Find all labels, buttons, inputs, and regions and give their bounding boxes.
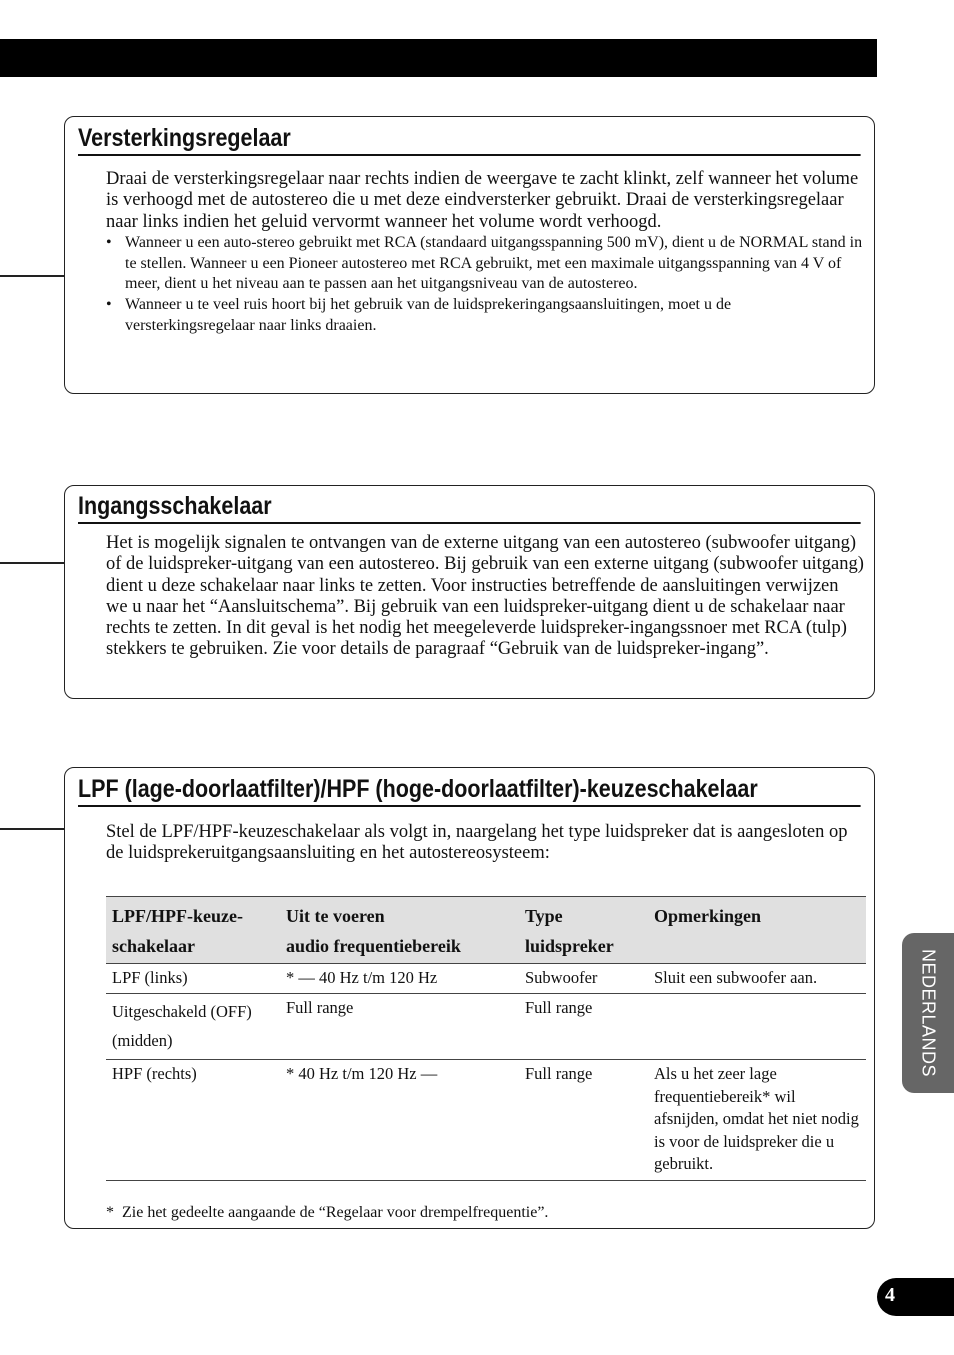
margin-rule bbox=[0, 828, 64, 830]
table-cell bbox=[648, 994, 866, 1060]
language-tab-label: NEDERLANDS bbox=[918, 948, 939, 1078]
table-cell: * 40 Hz t/m 120 Hz — bbox=[280, 1060, 519, 1181]
table-cell: Full range bbox=[280, 994, 519, 1060]
section-gain-bullets bbox=[106, 233, 864, 337]
filter-table bbox=[106, 896, 866, 1181]
section-input-content bbox=[106, 533, 864, 661]
table-cell: Uitgeschakeld (OFF) (midden) bbox=[106, 994, 280, 1060]
table-cell: Als u het zeer lage frequentiebereik* wil afsnijden, omdat het niet nodig is voor de luidspreker die u gebruikt. bbox=[648, 1060, 866, 1181]
page-number: 4 bbox=[885, 1284, 895, 1306]
section-gain-title: Versterkingsregelaar bbox=[78, 123, 861, 156]
section-input-title: Ingangsschakelaar bbox=[78, 491, 861, 524]
section-filter-title: LPF (lage-doorlaatfilter)/HPF (hoge-doorlaatfilter)-keuzeschakelaar bbox=[78, 774, 861, 807]
page-number-tab bbox=[877, 1278, 954, 1316]
table-header-cell: Opmerkingen bbox=[648, 896, 866, 963]
table-footnote bbox=[106, 1203, 866, 1223]
table-cell: Subwoofer bbox=[519, 963, 648, 994]
table-header-cell: Uit te voeren audio frequentiebereik bbox=[280, 896, 519, 963]
bullet-item: • Wanneer u een auto-stereo gebruikt met RCA (standaard uitgangsspanning 500 mV), dient u de NORMAL stand in te stellen. Wanneer u een Pioneer autostereo met RCA gebruikt, met een maximale uitgangsspanning van 4 V of meer, dient u het niveau aan te passen aan het uitgangsniveau van de autostereo. bbox=[106, 233, 863, 293]
section-gain-body: Draai de versterkingsregelaar naar rechts indien de weergave te zacht klinkt, zelf wanneer het volume is verhoogd met de autostereo die u met deze eindversterker gebruikt. Draai de versterkingsregelaar naar links indien het geluid vervormt wanneer het volume wordt verhoogd. bbox=[106, 169, 859, 232]
table-header-row bbox=[106, 896, 866, 963]
table-row bbox=[106, 1060, 866, 1181]
table-cell: Full range bbox=[519, 1060, 648, 1181]
bullet-icon: • bbox=[106, 233, 112, 251]
margin-rule bbox=[0, 275, 64, 277]
top-banner bbox=[0, 39, 877, 77]
section-input-body: Het is mogelijk signalen te ontvangen van de externe uitgang van een autostereo (subwoofer uitgang) of de luidspreker-uitgang van een autostereo. Bij gebruik van een externe uitgang (subwoofer uitgang) dient u deze schakelaar naar links te zetten. Voor instructies betreffende de aansluitingen verwijzen we u naar het “Aansluitschema”. Bij gebruik van een luidspreker-uitgang dient u de schakelaar naar rechts te zetten. In dit geval is het nodig het meegeleverde luidspreker-ingangssnoer met RCA (tulp) stekkers te gebruiken. Zie voor details de paragraaf “Gebruik van de luidspreker-ingang”. bbox=[106, 533, 864, 660]
table-cell: HPF (rechts) bbox=[106, 1060, 280, 1181]
section-gain-content bbox=[106, 169, 864, 337]
language-tab bbox=[902, 933, 954, 1093]
table-header-cell: LPF/HPF-keuze- schakelaar bbox=[106, 896, 280, 963]
footnote-mark: * bbox=[106, 1203, 114, 1221]
table-row bbox=[106, 994, 866, 1060]
table-row bbox=[106, 963, 866, 994]
section-filter-box bbox=[64, 767, 875, 1229]
section-gain-box bbox=[64, 116, 875, 394]
section-filter-content bbox=[106, 822, 866, 1223]
margin-rule bbox=[0, 562, 64, 564]
table-cell: * — 40 Hz t/m 120 Hz bbox=[280, 963, 519, 994]
bullet-item: • Wanneer u te veel ruis hoort bij het gebruik van de luidsprekeringangsaansluitingen, moet u de versterkingsregelaar naar links draaien. bbox=[106, 296, 732, 335]
bullet-icon: • bbox=[106, 296, 112, 314]
footnote-text: Zie het gedeelte aangaande de “Regelaar voor drempelfrequentie”. bbox=[122, 1203, 549, 1221]
section-input-box bbox=[64, 485, 875, 699]
table-header-cell: Type luidspreker bbox=[519, 896, 648, 963]
table-cell: Full range bbox=[519, 994, 648, 1060]
table-cell: Sluit een subwoofer aan. bbox=[648, 963, 866, 994]
table-cell: LPF (links) bbox=[106, 963, 280, 994]
section-filter-body: Stel de LPF/HPF-keuzeschakelaar als volgt in, naargelang het type luidspreker dat is aangesloten op de luidsprekeruitgangsaansluiting en het autostereosysteem: bbox=[106, 822, 848, 864]
